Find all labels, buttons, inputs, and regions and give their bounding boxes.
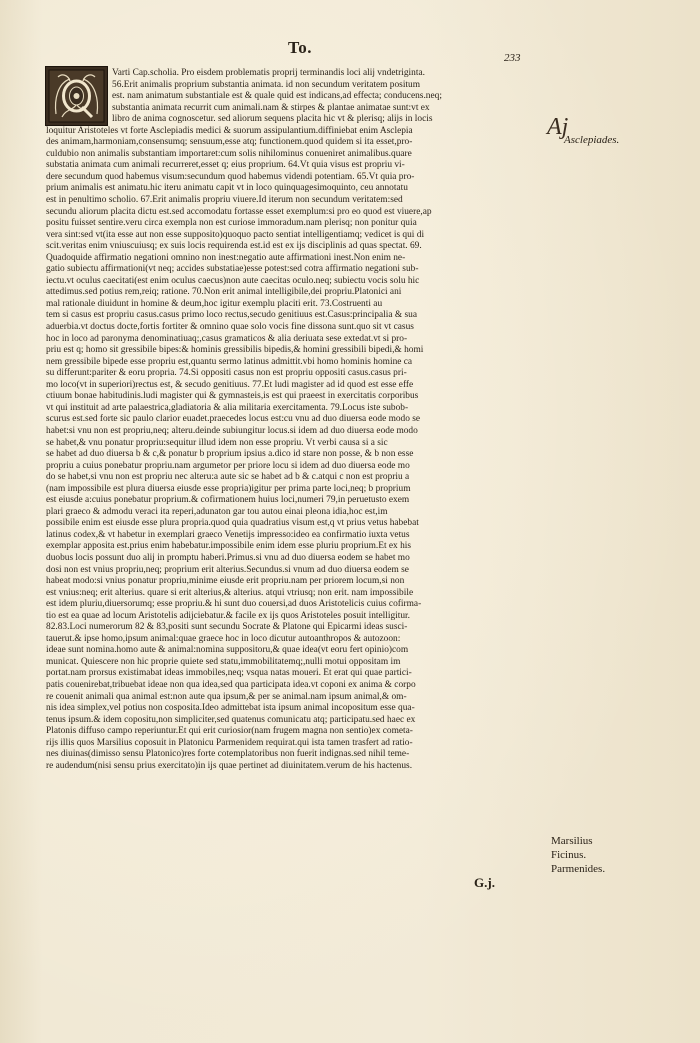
text-line: su differunt:pariter & eoru propria. 74.Si oppositi casus non est propriu oppositi casus.casus pri- xyxy=(46,368,407,379)
text-line: do se habet,si vnu non est propriu nec alteru:a aute sic se habet ad b & c.atqui c non est propriu a xyxy=(46,472,410,483)
text-line: nes diuinas(dimisso sensu Platonico)res forte cotemplatoribus non fuerit indignas.sed nihil teme- xyxy=(46,749,410,760)
text-line: mo loco(vt in superiori)rectus est, & secudo genitiuus. 77.Et ludi magister ad id quod est esse effe xyxy=(46,379,414,390)
text-line: se habet ad duo diuersa b & c,& ponatur b proprium ipsius a.dico id stare non posse, & b non esse xyxy=(46,449,414,460)
text-line: est in penultimo scholio. 67.Erit animalis propriu viuere.Id iterum non secundum veritatem:sed xyxy=(46,195,403,206)
ornate-initial-icon xyxy=(45,66,108,126)
text-line: Varti Cap.scholia. Pro eisdem problematis proprij terminandis loci alij vndetriginta. xyxy=(112,68,425,78)
text-line: est vnius:neq; erit alterius. quare si erit alterius,& alterius. atqui vtriusq; non erit. nam impossibile xyxy=(46,587,414,598)
text-line: portat.nam prorsus existimabat ideas immobiles,neq; vsqua natas moueri. Et erat qui quae partici- xyxy=(46,668,412,679)
text-line: culdubio non animalis substantiam importaret:cum solis nihilominus conueniret animalibus.quare xyxy=(46,148,412,159)
text-line: hoc in loco ad paronyma denominatiuaq;,casus gramaticos & alia deriuata sese extedat.vt si pro- xyxy=(46,333,408,344)
text-line: habet:si vnu non est propriu,neq; alteru.deinde subiungitur locus.si idem ad duo diuersa eode modo xyxy=(46,425,418,436)
text-line: plari graeco & admodu veraci ita reperi,adunaton gar tou autou einai pleona idia,hoc est,im xyxy=(46,506,388,517)
text-line: loquitur Aristoteles vt forte Asclepiadis medici & suorum assipulantium.diffiniebat enim Asclepia xyxy=(46,125,413,136)
text-line: se habet,& vnu ponatur propriu:sequitur illud idem non esse propriu. Vt verbi causa si a sic xyxy=(46,437,388,448)
text-line: scurus est.sed forte sic paulo clarior euadet.praecedes locus est:cu vnu ad duo diuersa eode modo se xyxy=(46,414,421,425)
text-line: habeat modo:si vnius ponatur propriu,minime eiusde erit propriu.nam per priorem locum,si non xyxy=(46,576,405,587)
text-line: 56.Erit animalis proprium substantia animata. id non secundum veritatem positum xyxy=(112,79,421,90)
text-line: est eiusde a:cuius ponebatur proprium.& cofirmationem huius loci,numeri 79,in peruetusto exem xyxy=(46,495,410,506)
text-line: est. nam animatum substantiale est & quale quid est indicans,ad effecta; conducens.neq; xyxy=(112,91,442,102)
marginal-note-marsilius xyxy=(551,834,605,876)
text-line: mal rationale diuidunt in homine & deum,hoc igitur exemplu placiti erit. 73.Costruenti au xyxy=(46,298,383,309)
text-line: tauerut.& ipse homo,ipsum animal:quae graece hoc in loco dicutur autoanthropos & autozoon: xyxy=(46,633,401,644)
text-line: vera sint:sed vt(ita esse aut non esse supposito)quoquo pacto sentiat intelligentiamq; vedicet is qui di xyxy=(46,229,425,240)
text-line: nis idea simplex,vel potius non cosposita.Ideo admittebat ista ipsum animal incopositum esse qua- xyxy=(46,703,415,714)
text-line: exemplar apposita est.prius enim habebatur.impossibile enim idem esse pluriu proprium.Et ex his xyxy=(46,541,412,552)
text-line: ideae sunt nomina.homo aute & animal:nomina suppositoru,& quae idea(vt eoru fert opinio)com xyxy=(46,645,409,656)
text-line: municat. Quiescere non hic proprie quiete sed statu,immobilitatemq;,nulli motui oppositam im xyxy=(46,656,401,667)
text-line: patis couenirebat,tribuebat ideae non qua idea,sed qua participata idea.vt coponi ex anima & corpo xyxy=(46,679,416,690)
signature-mark: G.j. xyxy=(474,875,495,890)
text-line: ctiuum bonae habitudinis.ludi magister qui & gymnasteis,is est qui praeest in exercitatis corporibus xyxy=(46,391,419,402)
text-line: duobus locis possunt duo alij in promptu haberi.Primus.si vnu ad duo diuersa eodem se habet mo xyxy=(46,552,410,563)
text-line: substantia animata recurrit cum animali.nam & stirpes & plantae animatae sunt:vt ex xyxy=(112,102,430,113)
commentary-text-block xyxy=(46,68,544,772)
text-line: aduerbia.vt doctus docte,fortis fortiter & omnino quae solo vocis fine dissona sunt.quo sit vt casus xyxy=(46,322,414,333)
text-line: (nam impossibile est plura diuersa eiusde esse propria)igitur per prima parte loci,neq; b proprium xyxy=(46,483,411,494)
text-line: 82.83.Loci numerorum 82 & 83,positi sunt secundu Socrate & Platone qui Epicarmi ideas susci- xyxy=(46,622,408,633)
text-line: priu est q; homo sit gressibile bipes:& hominis gressibilis bipedis,& homini gressibili bipedi,& homi xyxy=(46,345,424,356)
initial-q-icon xyxy=(48,69,105,123)
text-line: gatio subiectu affirmationi(vt neq; accides substatiae)esse potest:sed cotra affirmatio negationi sub- xyxy=(46,264,419,275)
marginal-note-line: Marsilius xyxy=(551,835,593,847)
text-line: substatia animata cum animali recurreret,esset q; eius proprium. 64.Vt quia visus est propriu vi- xyxy=(46,160,405,171)
text-line: latinus codex,& vt habetur in exemplari graeco Venetijs impresso:ideo ea confirmatio iuxta vetus xyxy=(46,529,410,540)
text-line: positu fuisset sentire.veru circa exempla non est curiose immoradum.nam plerisq; non ponitur quia xyxy=(46,218,417,229)
marginal-note-line: Ficinus. xyxy=(551,849,587,861)
text-line: nem gressibile bipede esse propriu est,quantu sermo latinus admittit.vbi homo hominis homine ca xyxy=(46,356,413,367)
text-line: re audendum(nisi sensu prius exercitato)in ijs quae pertinet ad diuinitatem.verum de his hactenus. xyxy=(46,760,413,771)
text-line: Platonis diffuso campo reperiuntur.Et qui erit curiosior(nam frugem magna non sentio)ex cometa- xyxy=(46,726,413,737)
marginal-note-line: Parmenides. xyxy=(551,863,606,875)
text-line: libro de anima cognoscetur. sed aliorum sequens placita hic vt & plerisq; alijs in locis xyxy=(112,114,433,125)
text-line: vt qui instituit ad arte palaestrica,gladiatoria & alia militaria exercitamenta. 79.Locus iste subob- xyxy=(46,402,409,413)
text-line: est idem pluriu,diuersorumq; esse propriu.& hi sunt duo couersi,ad duos Aristotelicis cuius cofirma- xyxy=(46,599,422,610)
text-line: dosi non est vnius propriu,neq; proprium erit alterius.Secundus.si vnum ad duo diuersa eodem se xyxy=(46,564,409,575)
text-line: tem si casus est propriu casus.casus primo loco rectus,secudo genitiuus est.Casus:principalia & sua xyxy=(46,310,418,321)
text-line: Quadoquide affirmatio negationi omnino non inest:negatio aute affirmationi inest.Non enim ne- xyxy=(46,252,406,263)
text-line: prium animalis est animatu.hic iteru animatu capit vt in loco quinquagesimoquinto, ceu annotatu xyxy=(46,183,408,194)
text-line: tenus ipsum.& idem copositu,non simpliciter,sed quatenus comunicatu atq; participatu.sed haec ex xyxy=(46,714,416,725)
text-line: dere secundum quod habemus visum:secundum quod habemus videndi potentiam. 65.Vt quia pro- xyxy=(46,171,415,182)
running-title: To. xyxy=(288,38,313,57)
text-line: des animam,harmoniam,consensumq; sensuum,esse atq; functionem.quod quidem si ita esset,pro- xyxy=(46,137,413,148)
text-line: iectu.vt oculus caecitati(est enim oculus caecus)non aute caecitas oculo.neq; subiectu vocis solu hic xyxy=(46,275,420,286)
text-line: re couenit animali qua animal est:non aute qua ipsum,& per se animal.nam ipsum animal,& om- xyxy=(46,691,407,702)
text-line: attedimus.sed potius rem,reiq; ratione. 70.Non erit animal intelligibile,dei propriu.Platonici ani xyxy=(46,287,402,298)
text-line: secundu aliorum placita dictu est.sed accomodatu fortasse esset exemplum:si pro eo quod est viuere,ap xyxy=(46,206,432,217)
text-line: scit.veritas enim vniuscuiusq; ex suis locis requirenda est.id est ex ijs disciplinis ad quas spectat. 69. xyxy=(46,241,422,252)
folio-number: 233 xyxy=(504,52,521,64)
marginal-mark: Aj xyxy=(547,114,569,140)
text-line: propriu a cuius ponebatur propriu.nam argumetor per priore locu si idem ad duo diuersa eode mo xyxy=(46,460,410,471)
text-line: tio est ea quae ad locum Aristotelis adijciebatur.& facile ex ijs quos Aristoteles posuit intelligitur. xyxy=(46,610,410,621)
text-line: possibile enim est eiusde esse plura propria.quod quia quadratius visum est,q vt prius vetus habebat xyxy=(46,518,419,529)
marginal-note-asclepiades: Asclepiades. xyxy=(564,134,620,146)
text-line: rijs illis quos Marsilius coposuit in Platonicu Parmenidem requirat.qui ista tamen trasfert ad ratio- xyxy=(46,737,413,748)
